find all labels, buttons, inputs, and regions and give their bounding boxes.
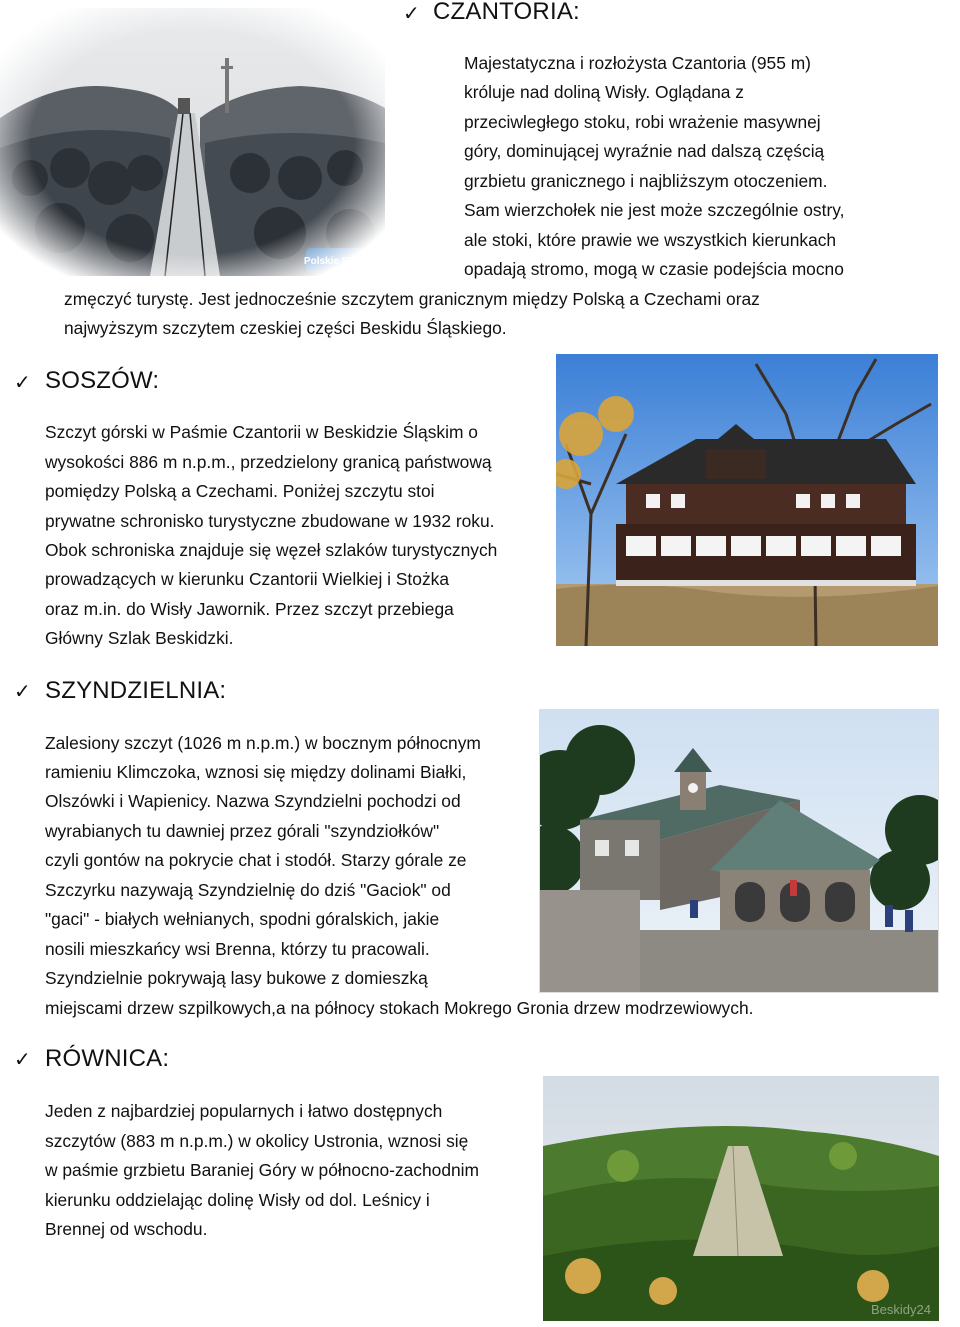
szyndzielnia-line-6: Szczyrku nazywają Szyndzielnię do dziś "Gaciok" od [45, 880, 451, 900]
rownica-line-5: Brennej od wschodu. [45, 1219, 208, 1239]
szyndzielnia-line-8: nosili mieszkańcy wsi Brenna, którzy tu pracowali. [45, 939, 430, 959]
soszow-line-4: prywatne schronisko turystyczne zbudowane w 1932 roku. [45, 511, 495, 531]
check-icon: ✓ [14, 1047, 31, 1071]
czantoria-line-4: góry, dominującej wyraźnie nad dalszą częścią [464, 141, 825, 161]
czantoria-line-5: grzbietu granicznego i najbliższym otoczeniem. [464, 171, 828, 191]
soszow-line-3: pomiędzy Polską a Czechami. Poniżej szczytu stoi [45, 481, 435, 501]
rownica-line-4: kierunku oddzielając dolinę Wisły od dol. Leśnicy i [45, 1190, 430, 1210]
rownica-line-2: szczytów (883 m n.p.m.) w okolicy Ustronia, wznosi się [45, 1131, 469, 1151]
heading-soszow: SOSZÓW: [45, 367, 160, 394]
soszow-line-1: Szczyt górski w Paśmie Czantorii w Beskidzie Śląskim o [45, 422, 478, 442]
rownica-line-3: w paśmie grzbietu Baraniej Góry w północno-zachodnim [45, 1160, 480, 1180]
rownica-photo [543, 1076, 939, 1321]
czantoria-line-2: króluje nad doliną Wisły. Oglądana z [464, 82, 745, 102]
czantoria-line-6: Sam wierzchołek nie jest może szczególnie ostry, [464, 200, 845, 220]
soszow-line-7: oraz m.in. do Wisły Jawornik. Przez szczyt przebiega [45, 599, 454, 619]
szyndzielnia-line-5: czyli gontów na pokrycie chat i stodół. Starzy górale ze [45, 850, 467, 870]
soszow-line-8: Główny Szlak Beskidzki. [45, 628, 234, 648]
rownica-photo-watermark: Beskidy24 [871, 1302, 931, 1317]
heading-szyndzielnia: SZYNDZIELNIA: [45, 677, 227, 704]
szyndzielnia-line-3: Olszówki i Wapienicy. Nazwa Szyndzielni pochodzi od [45, 791, 461, 811]
czantoria-photo [0, 8, 385, 276]
czantoria-line-1: Majestatyczna i rozłożysta Czantoria (955 m) [464, 53, 811, 73]
soszow-line-2: wysokości 886 m n.p.m., przedzielony granicą państwową [45, 452, 492, 472]
check-icon: ✓ [14, 679, 31, 703]
check-icon: ✓ [403, 1, 420, 25]
czantoria-line-10: najwyższym szczytem czeskiej części Beskidu Śląskiego. [64, 318, 507, 338]
soszow-photo [556, 354, 938, 646]
soszow-line-6: prowadzących w kierunku Czantorii Wielkiej i Stożka [45, 569, 450, 589]
heading-czantoria: CZANTORIA: [433, 0, 580, 25]
check-icon: ✓ [14, 370, 31, 394]
szyndzielnia-line-10: miejscami drzew szpilkowych,a na północy stokach Mokrego Gronia drzew modrzewiowych. [45, 998, 754, 1018]
czantoria-line-9: zmęczyć turystę. Jest jednocześnie szczytem granicznym między Polską a Czechami oraz [64, 289, 760, 309]
czantoria-line-8: opadają stromo, mogą w czasie podejścia mocno [464, 259, 844, 279]
rownica-line-1: Jeden z najbardziej popularnych i łatwo dostępnych [45, 1101, 443, 1121]
szyndzielnia-photo [540, 710, 938, 992]
szyndzielnia-line-4: wyrabianych tu dawniej przez górali "szyndziołków" [45, 821, 440, 841]
soszow-line-5: Obok schroniska znajduje się węzeł szlaków turystycznych [45, 540, 498, 560]
czantoria-line-7: ale stoki, które prawie we wszystkich kierunkach [464, 230, 837, 250]
czantoria-line-3: przeciwległego stoku, robi wrażenie masywnej [464, 112, 821, 132]
szyndzielnia-line-7: "gaci" - białych wełnianych, spodni góralskich, jakie [45, 909, 440, 929]
szyndzielnia-line-9: Szyndzielnie pokrywają lasy bukowe z domieszką [45, 968, 428, 988]
szyndzielnia-line-2: ramieniu Klimczoka, wznosi się między dolinami Białki, [45, 762, 467, 782]
szyndzielnia-line-1: Zalesiony szczyt (1026 m n.p.m.) w bocznym północnym [45, 733, 481, 753]
heading-rownica: RÓWNICA: [45, 1045, 170, 1072]
